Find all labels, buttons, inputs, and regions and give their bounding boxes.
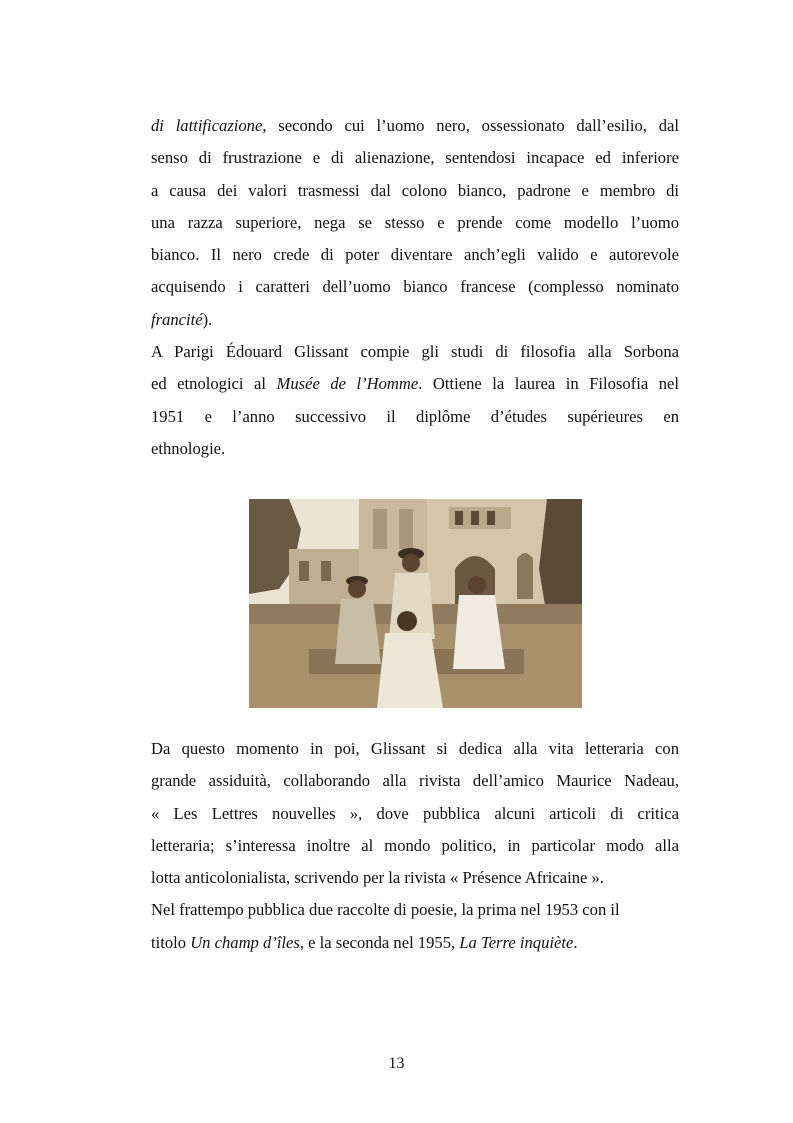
text-run: titolo [151,932,191,952]
text-run: « Les Lettres nouvelles », dove pubblica alcuni articoli di critica [151,803,679,823]
text-run: ethnologie. [151,438,226,458]
historical-photograph [249,499,582,708]
text-run: Da questo momento in poi, Glissant si dedica alla vita letteraria con [151,739,679,758]
text-line [151,239,679,271]
text-run: . [573,932,578,952]
italic-text: Un champ d’îles [190,932,300,952]
text-line [151,862,679,894]
paragraph-3 [151,733,679,959]
text-line [151,271,679,303]
page-number: 13 [388,1055,405,1072]
text-line [151,110,679,142]
text-run: acquisendo i caratteri dell’uomo bianco francese (complesso nominato [151,277,679,297]
text-run: secondo cui l’uomo nero, ossessionato dall’esilio, dal [266,116,679,135]
text-line [151,733,679,765]
italic-text: La Terre inquiète [459,932,574,952]
text-line [151,175,679,207]
text-line [151,207,679,239]
text-run: a causa dei valori trasmessi dal colono bianco, padrone e membro di [151,180,679,200]
text-line [151,830,679,862]
text-line [151,142,679,174]
text-line [151,304,679,336]
text-line [151,401,679,433]
text-run: Nel frattempo pubblica due raccolte di poesie, la prima nel 1953 con il [151,900,620,920]
text-line [151,927,679,959]
text-run: letteraria; s’interessa inoltre al mondo politico, in particolar modo alla [151,835,679,855]
text-run: una razza superiore, nega se stesso e prende come modello l’uomo [151,212,679,232]
italic-text: Musée de l’Homme [276,374,419,394]
text-line [151,894,679,926]
text-line [151,336,679,368]
text-run: ). [202,309,213,329]
text-run: lotta anticolonialista, scrivendo per la rivista « Présence Africaine ». [151,868,604,888]
text-run: . Ottiene la laurea in Filosofia nel [418,374,679,394]
text-line [151,765,679,797]
text-line [151,368,679,400]
paragraph-1 [151,110,679,336]
paragraph-2 [151,336,679,465]
text-line [151,798,679,830]
italic-text: di lattificazione, [151,116,267,135]
text-run: , e la seconda nel 1955, [299,932,460,952]
text-run: ed etnologici al [151,374,277,394]
text-run: bianco. Il nero crede di poter diventare anch’egli valido e autorevole [151,245,679,265]
text-run: senso di frustrazione e di alienazione, sentendosi incapace ed inferiore [151,148,679,168]
text-line [151,433,679,465]
photo-figure [249,499,582,708]
text-run: grande assiduità, collaborando alla rivista dell’amico Maurice Nadeau, [151,771,679,791]
text-run: 1951 e l’anno successivo il diplôme d’études supérieures en [151,406,679,426]
italic-text: francité [151,309,203,329]
text-run: A Parigi Édouard Glissant compie gli studi di filosofia alla Sorbona [151,342,679,361]
